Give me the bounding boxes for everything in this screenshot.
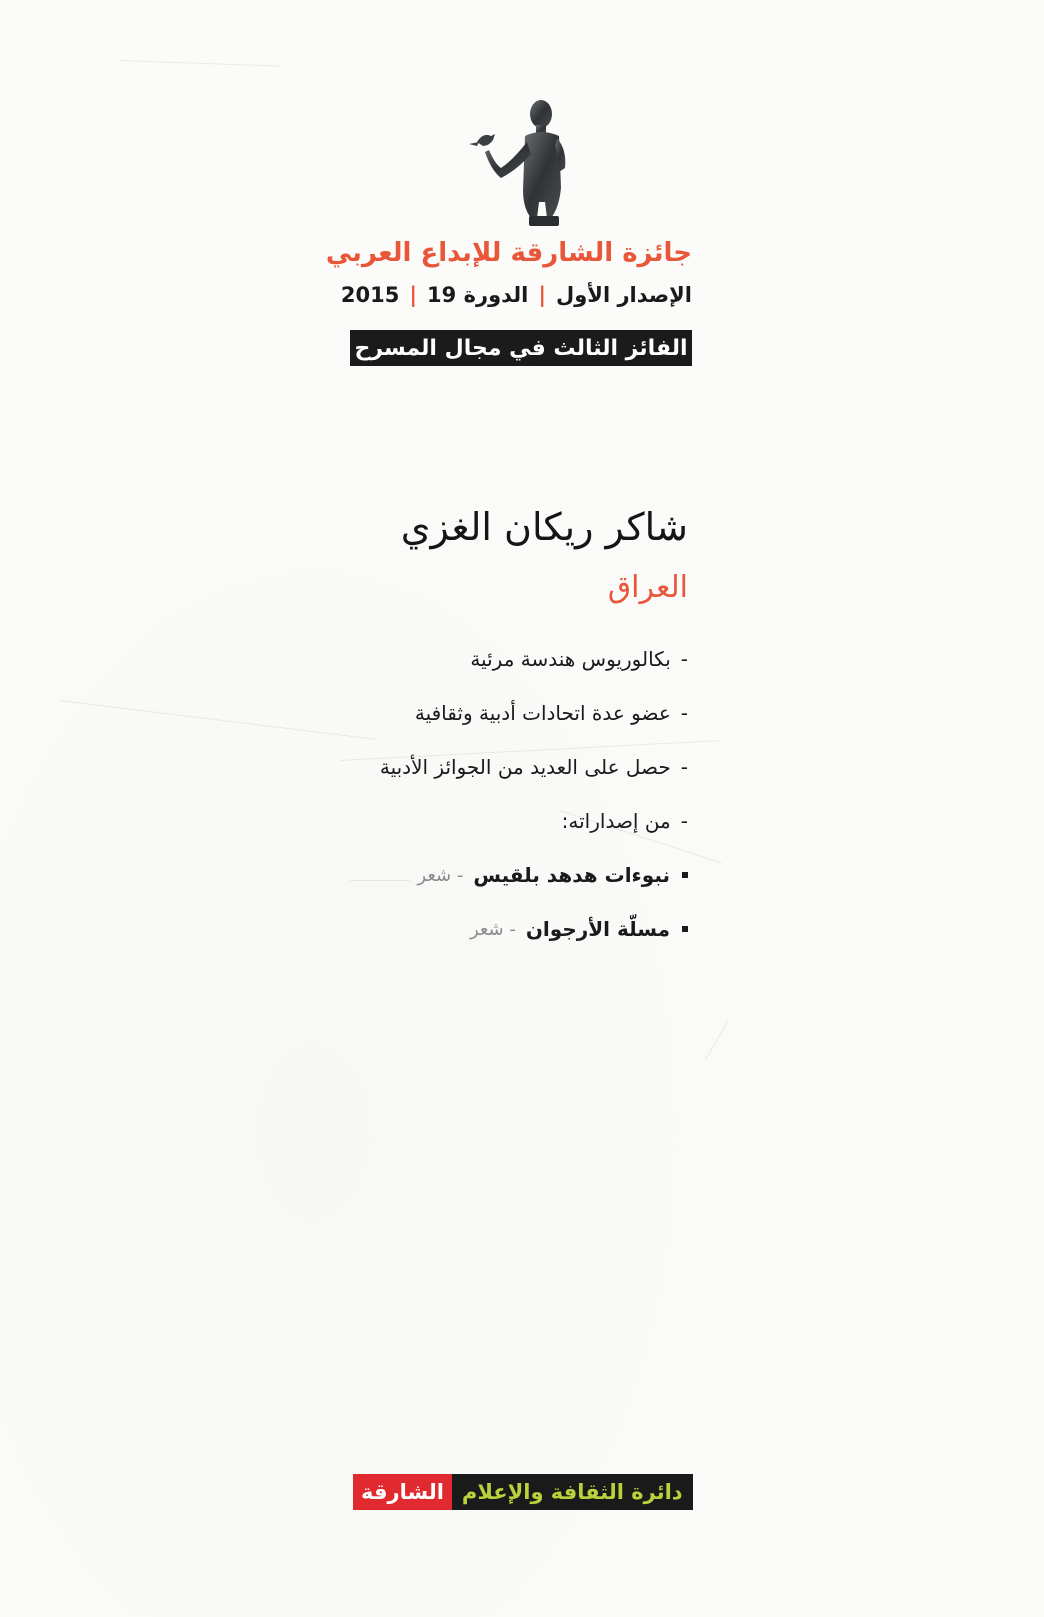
bio-dash: - <box>680 755 688 779</box>
bio-dash: - <box>680 701 688 725</box>
paper-scuff <box>60 700 378 740</box>
publications-list <box>417 848 688 956</box>
edition-line <box>341 283 692 307</box>
author-name: شاكر ريكان الغزي <box>400 505 688 549</box>
publisher-department: دائرة الثقافة والإعلام <box>452 1474 693 1510</box>
bio-text: بكالوريوس هندسة مرئية <box>470 647 671 671</box>
author-country: العراق <box>607 570 688 605</box>
square-bullet-icon <box>682 926 688 932</box>
publication-genre: - شعر <box>469 918 516 940</box>
publication-title: نبوءات هدهد بلقيس <box>473 863 670 887</box>
edition-label: الإصدار الأول <box>556 283 692 307</box>
publication-title: مسلّة الأرجوان <box>525 917 670 941</box>
bio-item <box>380 740 688 794</box>
bio-text: عضو عدة اتحادات أدبية وثقافية <box>414 701 671 725</box>
paper-scuff <box>120 60 280 67</box>
separator: | <box>538 283 547 307</box>
bio-item <box>380 686 688 740</box>
publisher-city: الشارقة <box>353 1474 452 1510</box>
bio-item <box>380 632 688 686</box>
publisher-logo <box>353 1474 693 1510</box>
year-label: 2015 <box>340 283 400 307</box>
paper-scuff <box>705 1021 728 1060</box>
bio-dash: - <box>680 647 688 671</box>
publication-item <box>417 848 688 902</box>
bio-dash: - <box>680 809 688 833</box>
statue-with-bird-icon <box>455 98 595 228</box>
winner-badge: الفائز الثالث في مجال المسرح <box>350 330 692 366</box>
publication-genre: - شعر <box>417 864 464 886</box>
author-bio-list <box>380 632 688 848</box>
bio-text: من إصداراته: <box>561 809 671 833</box>
session-label: الدورة 19 <box>427 283 529 307</box>
paper-scuff <box>350 880 410 881</box>
separator: | <box>409 283 418 307</box>
publication-item <box>417 902 688 956</box>
bio-item <box>380 794 688 848</box>
bio-text: حصل على العديد من الجوائز الأدبية <box>379 755 671 779</box>
square-bullet-icon <box>682 872 688 878</box>
prize-name: جائزة الشارقة للإبداع العربي <box>325 238 692 268</box>
